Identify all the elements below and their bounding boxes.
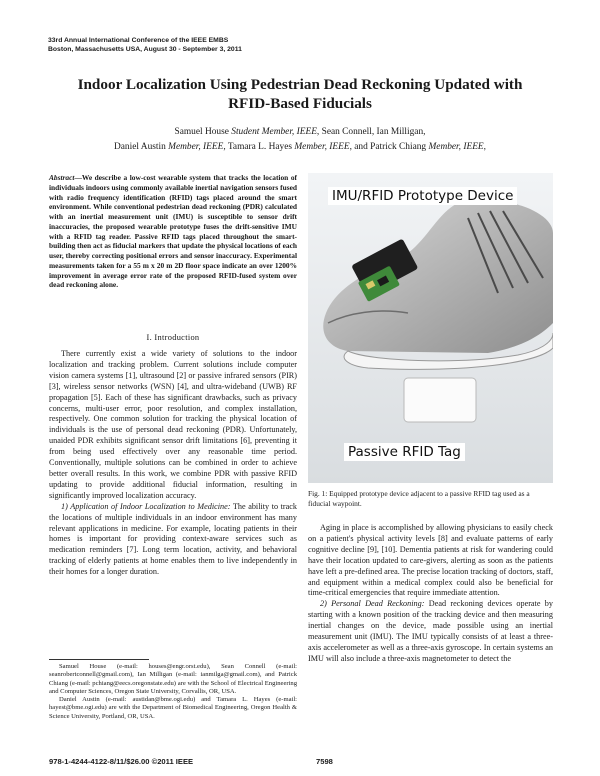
conference-line-2: Boston, Massachusetts USA, August 30 - September 3, 2011 <box>48 45 242 53</box>
conference-line-1: 33rd Annual International Conference of the IEEE EMBS <box>48 37 229 44</box>
conference-header <box>48 37 242 54</box>
shoe-and-tag-illustration <box>308 173 553 483</box>
figure-caption: Fig. 1: Equipped prototype device adjacent to a passive RFID tag used as a fiducial waypoint. <box>308 489 530 508</box>
abstract-lead: Abstract <box>49 173 75 182</box>
introduction-body <box>49 349 297 578</box>
figure-photo <box>308 173 553 483</box>
right-column-body <box>308 523 553 665</box>
author-title: Member, IEEE <box>294 141 350 152</box>
author-name: Daniel Austin <box>113 141 169 152</box>
abstract <box>49 173 297 290</box>
authors-line-1 <box>40 125 560 140</box>
footnote-affiliation-2: Daniel Austin (e-mail: austidan@bme.ogi.edu) and Tamara L. Hayes (e-mail: hayest@bme.ogi.edu) are with the Department of Biomedical Engineering, Oregon Health & Science University, Portland, OR, USA. <box>49 696 297 720</box>
subsection-text: Dead reckoning devices operate by starting with a known position of the tracking device and then measuring inertial changes on the device, made possible using an inertial measurement unit (IMU). The IMU typically consists of at least a three-axis accelerometer as well as a three-axis gyroscope. In certain systems an IMU will also include a three-axis magnetometer to detect the <box>308 599 553 663</box>
subsection-title: 1) Application of Indoor Localization to Medicine: <box>61 501 231 511</box>
subsection-title: 2) Personal Dead Reckoning: <box>320 599 425 609</box>
title-line-2: RFID-Based Fiducials <box>228 95 372 112</box>
authors-line-2 <box>40 140 560 155</box>
author-name: , Tamara L. Hayes <box>223 141 295 152</box>
rfid-tag-card <box>404 378 476 422</box>
author-title: Member, IEEE <box>168 141 224 152</box>
author-title: Student Member, IEEE <box>231 127 317 137</box>
paragraph: Aging in place is accomplished by allowing physicians to easily check on a patient's physical activity levels [8] and evaluate patterns of early cognitive decline [9], [10]. Dementia patients at risk for wandering could have their location updated to care-givers, alerting as soon as the patients have left a pre-defined area. The precise location tracking of doctors, staff, and equipment within a medical complex could also be beneficial for time-critical emergencies that require immediate attention. <box>308 523 553 598</box>
author-name: , and Patrick Chiang <box>349 141 429 152</box>
abstract-text: —We describe a low-cost wearable system that tracks the location of individuals indoors using commonly available inertial navigation sensors fused with radio frequency identification (RFID) tags placed around the smart environment. While conventional pedestrian dead reckoning (PDR) calculated with an inertial measurement unit (IMU) is susceptible to sensor drift inaccuracies, the proposed wearable prototype fuses the drift-sensitive IMU with a RFID tag reader. Passive RFID tags placed throughout the smart-building then act as fiducial markers that update the physical locations of each user, thereby correcting positional errors and sensor inaccuracy. Experimental measurements taken for a 55 m x 20 m 2D floor space indicate an over 1200% improvement in average error rate of the proposed RFID-fused system over dead reckoning alone. <box>49 173 297 290</box>
subsection-text: The ability to track the locations of multiple individuals in an indoor environment has many relevant applications in medicine. For example, locating patients in their homes is important for providing context-aware services such as medication reminders [7]. Long term location, activity, and behavioral tracking of elderly patients at home enables them to live independently in their homes for a longer duration. <box>49 501 297 577</box>
isbn-line: 978-1-4244-4122-8/11/$26.00 ©2011 IEEE <box>49 757 194 766</box>
subsection-paragraph <box>308 599 553 664</box>
section-heading-introduction: I. Introduction <box>146 333 200 342</box>
author-names: , Sean Connell, Ian Milligan, <box>316 127 426 137</box>
footnote-affiliation-1: Samuel House (e-mail: houses@engr.orst.edu), Sean Connell (e-mail: seanrobertconnell@gmail.com), Ian Milligan (e-mail: ianmilga@gmail.com), and Patrick Chiang (e-mail: pchiang@eecs.oregonstate.edu) are with the School of Electrical Engineering and Computer Sciences, Oregon State University, Corvallis, OR, USA. <box>49 663 297 695</box>
footnote <box>49 663 297 721</box>
intro-paragraph: There currently exist a wide variety of solutions to the indoor localization and tracking problem. Current solutions include computer vision camera systems [1], ultrasound [2] or passive infrared sensors (PIR) [3], wireless sensor networks (WSN) [4], and ultra-wideband (UWB) RF propagation [5]. Each of these has significant drawbacks, such as privacy concerns, multi-user error, poor resolution, and complex installation, respectively. One common solution for tracking the physical location of individuals is the use of personal dead reckoning (PDR). Unfortunately, unaided PDR exhibits significant sensor drift limitations [6], preventing it from being used effectively over any reasonable time period. Conventionally, multiple solutions can be combined in order to achieve better overall results. In this work, we combine PDR with passive RFID updating to provide additional fiducial information, resulting in significantly improved localization accuracy. <box>49 349 297 500</box>
subsection-paragraph <box>49 502 297 578</box>
author-title: Member, IEEE <box>428 141 484 152</box>
footnote-rule <box>49 659 149 660</box>
title-line-1: Indoor Localization Using Pedestrian Dead Reckoning Updated with <box>77 76 523 93</box>
figure-label-device: IMU/RFID Prototype Device <box>328 187 517 205</box>
paper-title <box>40 75 560 113</box>
author-name: Samuel House <box>174 127 232 137</box>
author-list <box>40 125 560 154</box>
page-number: 7598 <box>316 757 333 766</box>
author-sep: , <box>483 141 486 152</box>
figure-label-tag: Passive RFID Tag <box>344 443 465 461</box>
